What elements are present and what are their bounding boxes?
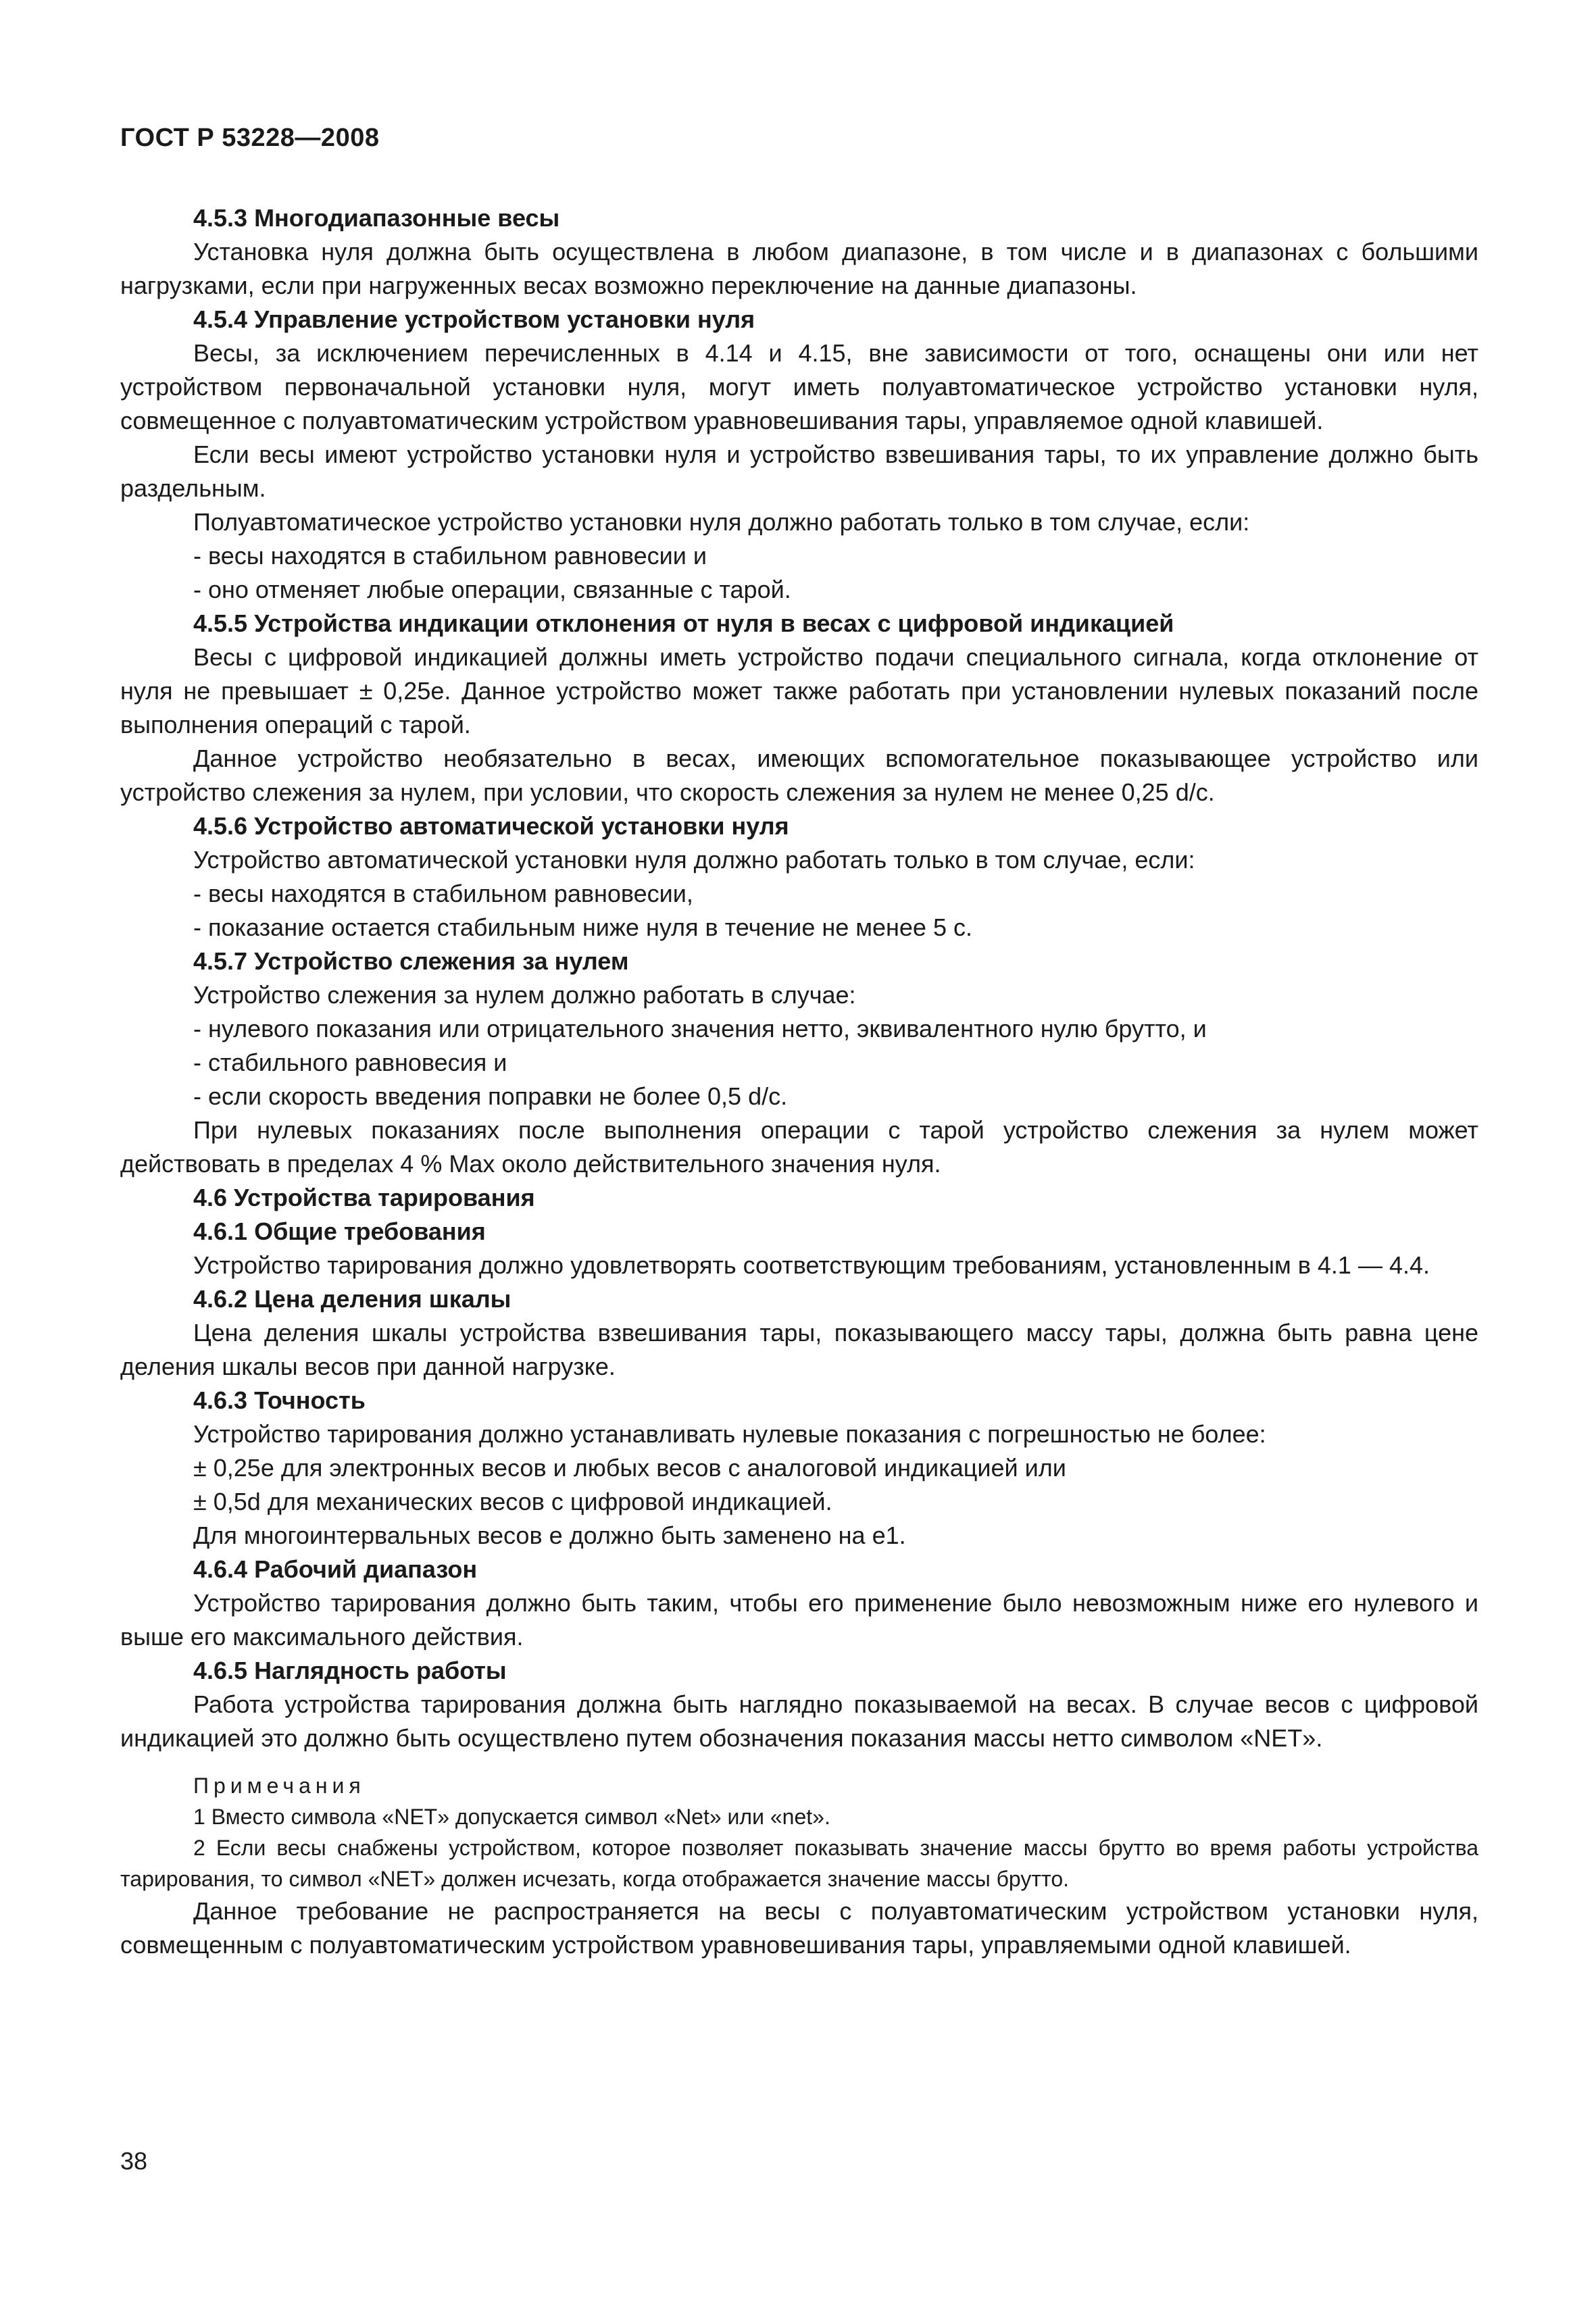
paragraph: Весы с цифровой индикацией должны иметь устройство подачи специального сигнала, когда отклонение от нуля не превышает ± 0,25e. Данное устройство может также работать при установлении нулевых показаний после выполнения операций с тарой.: [120, 643, 1478, 738]
paragraph: Устройство тарирования должно удовлетворять соответствующим требованиям, установленным в 4.1 — 4.4.: [193, 1251, 1430, 1279]
section-heading: 4.6.4 Рабочий диапазон: [193, 1555, 478, 1583]
list-item: ± 0,5d для механических весов с цифровой индикацией.: [193, 1488, 832, 1515]
section-heading: 4.6.2 Цена деления шкалы: [193, 1285, 512, 1313]
section-heading: 4.5.7 Устройство слежения за нулем: [193, 947, 629, 975]
paragraph: Весы, за исключением перечисленных в 4.14 и 4.15, вне зависимости от того, оснащены они или нет устройством первоначальной установки нуля, могут иметь полуавтоматическое устройство установки нуля, совмещенное с полуавтоматическим устройством уравновешивания тары, управляемое одной клавишей.: [120, 339, 1478, 434]
list-item: - нулевого показания или отрицательного значения нетто, эквивалентного нулю брутто, и: [193, 1015, 1207, 1042]
note-item: 2 Если весы снабжены устройством, которое позволяет показывать значение массы брутто во время работы устройства тарирования, то символ «NET» должен исчезать, когда отображается значение массы брутто.: [120, 1836, 1478, 1891]
section-heading: 4.5.6 Устройство автоматической установки нуля: [193, 812, 789, 840]
section-heading: 4.5.4 Управление устройством установки нуля: [193, 305, 755, 333]
paragraph: Устройство тарирования должно быть таким, чтобы его применение было невозможным ниже его нулевого и выше его максимального действия.: [120, 1589, 1478, 1651]
notes-title: Примечания: [193, 1774, 366, 1798]
list-item: - весы находятся в стабильном равновесии и: [193, 542, 707, 570]
list-item: - стабильного равновесия и: [193, 1049, 507, 1076]
paragraph: Цена деления шкалы устройства взвешивания тары, показывающего массу тары, должна быть равна цене деления шкалы весов при данной нагрузке.: [120, 1319, 1478, 1380]
page-number: 38: [120, 2147, 148, 2175]
section-heading: 4.6.5 Наглядность работы: [193, 1657, 507, 1684]
paragraph-after-notes: Данное требование не распространяется на весы с полуавтоматическим устройством установки нуля, совмещенным с полуавтоматическим устройством уравновешивания тары, управляемыми одной клавишей.: [120, 1897, 1478, 1959]
paragraph: Полуавтоматическое устройство установки нуля должно работать только в том случае, если:: [193, 508, 1250, 536]
section-heading: 4.6.3 Точность: [193, 1386, 366, 1414]
paragraph: Данное устройство необязательно в весах, имеющих вспомогательное показывающее устройство или устройство слежения за нулем, при условии, что скорость слежения за нулем не менее 0,25 d/c.: [120, 745, 1478, 806]
section-heading: 4.6.1 Общие требования: [193, 1217, 486, 1245]
list-item: - показание остается стабильным ниже нуля в течение не менее 5 с.: [193, 913, 972, 941]
paragraph: При нулевых показаниях после выполнения операции с тарой устройство слежения за нулем может действовать в пределах 4 % Max около действительного значения нуля.: [120, 1116, 1478, 1178]
document-header: ГОСТ Р 53228—2008: [120, 124, 380, 152]
list-item: - если скорость введения поправки не более 0,5 d/c.: [193, 1082, 788, 1110]
list-item: Для многоинтервальных весов e должно быть заменено на e1.: [193, 1521, 906, 1549]
paragraph-list: [120, 201, 1478, 1755]
paragraph: Работа устройства тарирования должна быть наглядно показываемой на весах. В случае весов с цифровой индикацией это должно быть осуществлено путем обозначения показания массы нетто символом «NET».: [120, 1690, 1478, 1752]
paragraph: Устройство автоматической установки нуля должно работать только в том случае, если:: [193, 846, 1195, 874]
paragraph: Если весы имеют устройство установки нуля и устройство взвешивания тары, то их управление должно быть раздельным.: [120, 441, 1478, 502]
list-item: ± 0,25e для электронных весов и любых весов с аналоговой индикацией или: [193, 1454, 1066, 1482]
list-item: - оно отменяет любые операции, связанные с тарой.: [193, 576, 791, 603]
note-item: 1 Вместо символа «NET» допускается символ «Net» или «net».: [193, 1805, 830, 1829]
paragraph: Устройство тарирования должно устанавливать нулевые показания с погрешностью не более:: [193, 1420, 1266, 1448]
paragraph: Установка нуля должна быть осуществлена в любом диапазоне, в том числе и в диапазонах с большими нагрузками, если при нагруженных весах возможно переключение на данные диапазоны.: [120, 238, 1478, 299]
document-body: [120, 201, 1478, 1962]
section-heading: 4.6 Устройства тарирования: [193, 1184, 535, 1211]
notes-block: [120, 1770, 1478, 1894]
paragraph: Устройство слежения за нулем должно работать в случае:: [193, 981, 856, 1009]
section-heading: 4.5.3 Многодиапазонные весы: [193, 204, 560, 232]
section-heading: 4.5.5 Устройства индикации отклонения от нуля в весах с цифровой индикацией: [193, 609, 1174, 637]
list-item: - весы находятся в стабильном равновесии,: [193, 880, 693, 907]
